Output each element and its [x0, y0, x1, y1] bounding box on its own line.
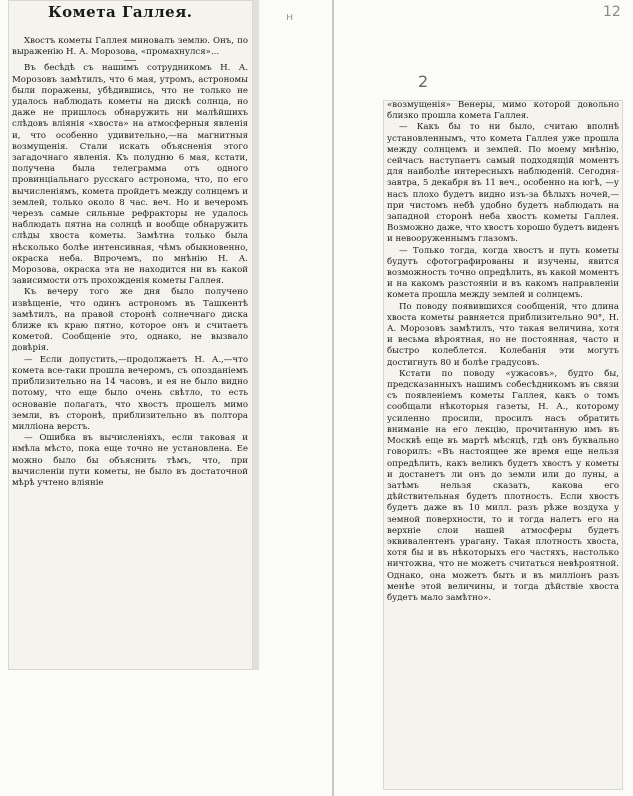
margin-mark: н	[286, 10, 294, 23]
paragraph: — Ошибка въ вычисленіяхъ, если таковая и имѣла мѣсто, пока еще точно не установлена. Ее можно было бы объяснить тѣмъ, что, при вычисленіи пути кометы, не было въ достаточной мѣрѣ учтено вліяніе	[12, 433, 248, 488]
page-number: 12	[603, 4, 621, 20]
article-column-right	[387, 100, 619, 604]
paragraph: По поводу появившихся сообщеній, что длина хвоста кометы равняется приблизительно 90°, Н. А. Морозовъ замѣтилъ, что такая величина, хотя и весьма вѣроятная, но не постоянная, часто и быстро колеблется. Колебанія эти могутъ достигнуть 80 и болѣе градусовъ.	[387, 301, 619, 368]
clipping-edge-strip	[253, 0, 259, 670]
paragraph: Въ бесѣдѣ съ нашимъ сотрудникомъ Н. А. Морозовъ замѣтилъ, что 6 мая, утромъ, астрономы были поражены, убѣдившись, что не только не удалось наблюдать кометы на дискѣ солнца, но даже не пришлось обнаружить ни малѣйшихъ слѣдовъ вліянія «хвоста» на атмосферныя явленія и, что особенно удивительно,—на магнитныя возмущенія. Стали искать объясненія этого загадочнаго явленія. Къ полудню 6 мая, кстати, получена была телеграмма отъ одного провинціальнаго русскаго астронома, что, по его вычисленіямъ, комета пройдетъ между солнцемъ и землей, только около 8 час. веч. Но и вечеромъ черезъ самые сильные рефракторы не удалось наблюдать пятна на солнцѣ и вообще обнаружить слѣды хвоста кометы. Замѣтна только была нѣсколько болѣе интенсивная, чѣмъ обыкновенно, окраска неба. Впрочемъ, по мнѣнію Н. А. Морозова, окраска эта не находится ни въ какой зависимости отъ прохожденія кометы Галлея.	[12, 63, 248, 287]
paragraph: Къ вечеру того же дня было получено извѣщеніе, что одинъ астрономъ въ Ташкентѣ замѣтилъ, на правой сторонѣ солнечнаго диска ближе къ краю пятно, которое онъ и считаетъ кометой. Сообщеніе это, однако, не вызвало довѣрія.	[12, 287, 248, 354]
article-title: Комета Галлея.	[48, 3, 193, 21]
handwritten-number: 2	[418, 72, 429, 91]
paragraph: Кстати по поводу «ужасовъ», будто бы, предсказанныхъ нашимъ собесѣдникомъ въ связи съ появленіемъ кометы Галлея, какъ о томъ сообщали нѣкоторыя газеты, Н. А., которому усиленно просили, просилъ насъ обратить вниманіе на его лекцію, прочитанную имъ въ Москвѣ еще въ мартѣ мѣсяцѣ, гдѣ онъ буквально говорилъ: «Въ настоящее же время еще нельзя опредѣлить, какъ великъ будетъ хвостъ у кометы и достанетъ ли онъ до земли или до луны, а затѣмъ нельзя сказать, какова его дѣйствительная будетъ плотность. Если хвостъ будетъ даже въ 10 милл. разъ рѣже воздуха у земной поверхности, то и тогда налетъ его на верхніе слои нашей атмосферы будетъ эквивалентенъ урагану. Такая плотность хвоста, хотя бы и въ нѣкоторыхъ его частяхъ, настолько ничтожна, что не можетъ считаться невѣроятной. Однако, она можетъ быть и въ милліонъ разъ менѣе этой величины, и тогда дѣйствіе хвоста будетъ мало замѣтно».	[387, 368, 619, 603]
paragraph: Хвостъ кометы Галлея миновалъ землю. Онъ, по выраженію Н. А. Морозова, «промахнулся»...	[12, 36, 248, 58]
divider	[124, 60, 136, 61]
article-column-left	[12, 36, 248, 489]
paragraph: — Только тогда, когда хвостъ и путь кометы будутъ сфотографированы и изучены, явится возможность точно опредѣлить, въ какой моментъ и на какомъ разстояніи и въ какомъ направленіи комета прошла между землей и солнцемъ.	[387, 245, 619, 301]
page-fold-line	[332, 0, 334, 796]
paragraph: «возмущенія» Венеры, мимо которой довольно близко прошла комета Галлея.	[387, 100, 619, 122]
paragraph: — Какъ бы то ни было, считаю вполнѣ установленнымъ, что комета Галлея уже прошла между солнцемъ и землей. По моему мнѣнію, сейчасъ наступаетъ самый подходящій моментъ для наиболѣе интересныхъ наблюденій. Сегодня-завтра, 5 декабря въ 11 веч., особенно на югѣ, —у насъ плохо будетъ видно изъ-за бѣлыхъ ночей,—при чистомъ небѣ удобно будетъ наблюдать на западной сторонѣ неба хвостъ кометы Галлея. Возможно даже, что хвостъ хорошо будетъ виденъ и невооруженнымъ глазомъ.	[387, 122, 619, 245]
paragraph: — Если допустить,—продолжаетъ Н. А.,—что комета все-таки прошла вечеромъ, съ опозданіемъ приблизительно на 14 часовъ, и ея не было видно потому, что еще было очень свѣтло, то есть основаніе полагать, что хвостъ прошелъ мимо земли, въ сторонѣ, приблизительно въ полтора милліона верстъ.	[12, 354, 248, 432]
